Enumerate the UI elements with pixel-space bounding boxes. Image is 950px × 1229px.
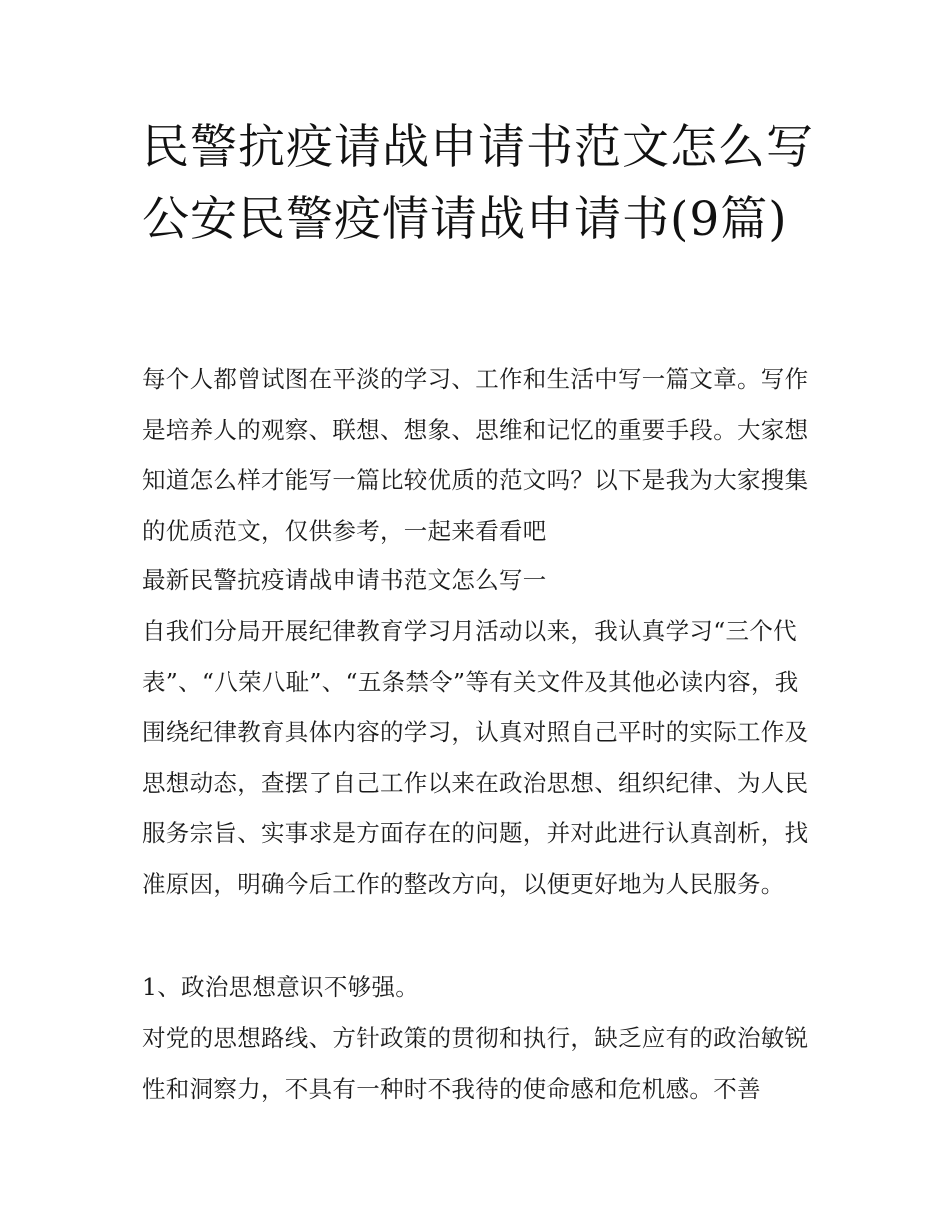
main-paragraph: 自我们分局开展纪律教育学习月活动以来，我认真学习“三个代表”、“八荣八耻”、“五条禁令”等有关文件及其他必读内容，我围绕纪律教育具体内容的学习，认真对照自己平时的实际工作及思想动态，查摆了自己工作以来在政治思想、组织纪律、为人民服务宗旨、实事求是方面存在的问题，并对此进行认真剖析，找准原因，明确今后工作的整改方向，以便更好地为人民服务。 [142, 617, 809, 898]
intro-paragraph: 每个人都曾试图在平淡的学习、工作和生活中写一篇文章。写作是培养人的观察、联想、想象、思维和记忆的重要手段。大家想知道怎么样才能写一篇比较优质的范文吗？以下是我为大家搜集的优质范文，仅供参考，一起来看看吧 [142, 365, 809, 545]
document-title: 民警抗疫请战申请书范文怎么写 公安民警疫情请战申请书(9篇) [142, 120, 814, 247]
section-subheading: 最新民警抗疫请战申请书范文怎么写一 [142, 566, 547, 594]
point-1-body: 对党的思想路线、方针政策的贯彻和执行，缺乏应有的政治敏锐性和洞察力，不具有一种时不我待的使命感和危机感。不善 [142, 1024, 809, 1103]
point-1-heading: 1、政治思想意识不够强。 [142, 973, 420, 1001]
